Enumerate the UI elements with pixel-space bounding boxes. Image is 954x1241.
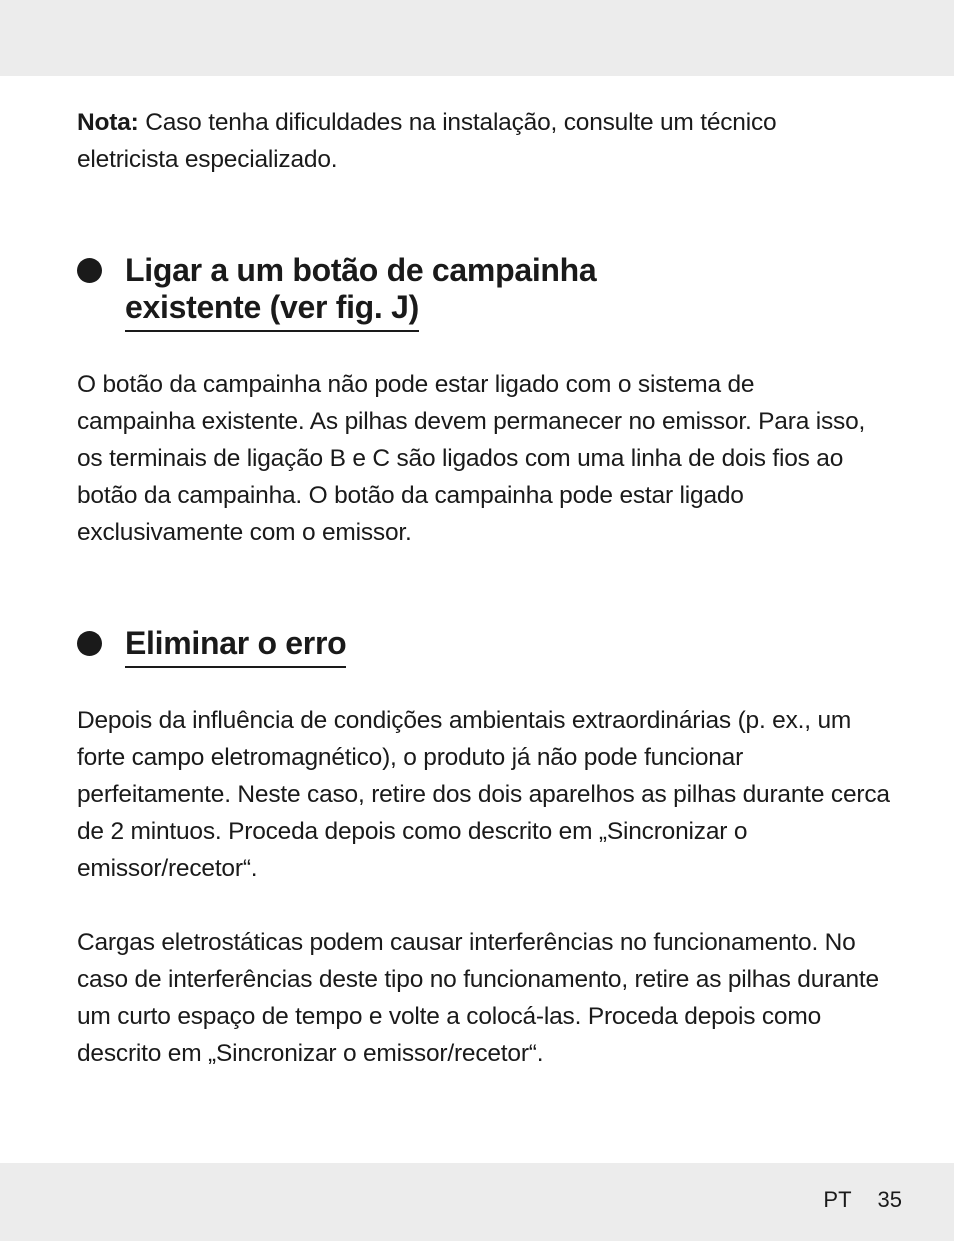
page-number: 35 [877,1187,902,1212]
section-heading-doorbell [77,252,907,326]
heading-underline [125,666,346,668]
bottom-band [0,1163,954,1241]
section-paragraph-doorbell: O botão da campainha não pode estar ligado com o sistema de campainha existente. As pilhas devem permanecer no emissor. Para isso, os terminais de ligação B e C são ligados com uma linha de dois fios ao botão da campainha. O botão da campainha pode estar ligado exclusivamente com o emissor. [77,371,866,546]
page-footer [823,1185,902,1215]
note-paragraph [77,104,877,178]
language-code: PT [823,1187,852,1212]
note-text: Caso tenha dificuldades na instalação, consulte um técnico eletricista especializado. [77,109,777,173]
section-troubleshooting [77,625,907,1072]
heading-line-1: Ligar a um botão de campainha [125,252,597,288]
bullet-icon [77,631,102,656]
page-content [77,104,907,1072]
note-label: Nota: [77,109,139,136]
heading-line-2-wrap [125,289,419,326]
top-band [0,0,954,76]
heading-wrap [125,625,346,662]
heading-line-2: existente (ver fig. J) [125,289,419,325]
section-heading-troubleshooting [77,625,907,662]
bullet-icon [77,258,102,283]
section-paragraph-1: Depois da influência de condições ambientais extraordinárias (p. ex., um forte campo eletromagnético), o produto já não pode funcionar perfeitamente. Neste caso, retire dos dois aparelhos as pilhas durante cerca de 2 mintuos. Proceda depois como descrito em „Sincronizar o emissor/recetor“. [77,707,890,882]
heading-underline [125,330,419,332]
section-doorbell-button [77,252,907,551]
section-paragraph-2: Cargas eletrostáticas podem causar interferências no funcionamento. No caso de interferências deste tipo no funcionamento, retire as pilhas durante um curto espaço de tempo e volte a colocá-las. Proceda depois como descrito em „Sincronizar o emissor/recetor“. [77,929,879,1067]
heading-text: Eliminar o erro [125,625,347,661]
